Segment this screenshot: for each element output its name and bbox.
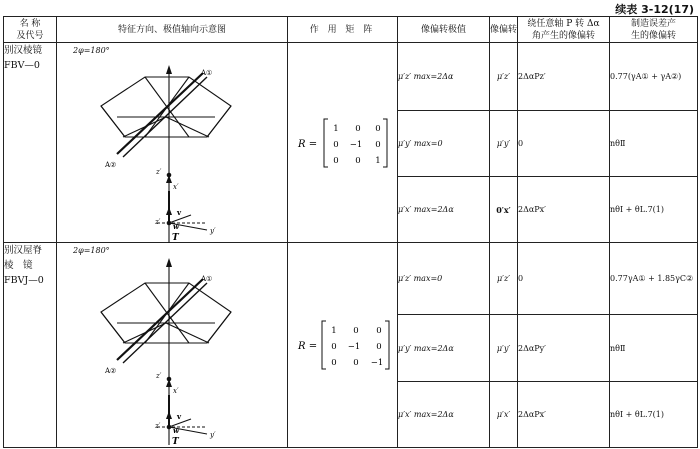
- label-z: z′: [156, 372, 162, 380]
- extreme-cell: μ′x′ max=2Δα: [398, 382, 490, 448]
- arbitrary-cell: 2ΔαPx′: [518, 177, 610, 243]
- action-matrix: [288, 243, 398, 448]
- prism-table: [3, 16, 698, 448]
- svg-text:0: 0: [355, 156, 361, 166]
- error-cell: nθⅠ + θL.7(1): [610, 382, 698, 448]
- svg-text:0: 0: [331, 342, 337, 352]
- error-cell: nθⅡ: [610, 315, 698, 382]
- label-x: x′: [173, 387, 179, 395]
- label-v: v: [177, 412, 182, 421]
- table-row: [4, 243, 698, 315]
- label-a1: A①: [201, 69, 213, 77]
- svg-text:0: 0: [355, 124, 361, 134]
- extreme-cell: μ′y′ max=2Δα: [398, 315, 490, 382]
- angle-label: 2φ=180°: [73, 246, 110, 255]
- extreme-cell: μ′z′ max=2Δα: [398, 43, 490, 111]
- svg-text:0: 0: [376, 342, 382, 352]
- deflection-cell: μ′z′: [490, 243, 518, 315]
- header-row: [4, 17, 698, 43]
- table-row: [4, 43, 698, 111]
- svg-text:0: 0: [333, 140, 339, 150]
- header-extreme: 像偏转极值: [398, 17, 490, 43]
- prism-diagram-drawing: [57, 43, 288, 243]
- arbitrary-cell: 0: [518, 111, 610, 177]
- svg-text:0: 0: [331, 358, 337, 368]
- label-z: z′: [156, 168, 162, 176]
- svg-text:0: 0: [353, 358, 359, 368]
- arbitrary-cell: 0: [518, 243, 610, 315]
- arbitrary-cell: 2ΔαPx′: [518, 382, 610, 448]
- deflection-cell: μ′y′: [490, 315, 518, 382]
- matrix-drawing: [288, 43, 398, 243]
- svg-text:0: 0: [375, 124, 381, 134]
- extreme-cell: μ′x′ max=2Δα: [398, 177, 490, 243]
- prism-diagram: [57, 43, 288, 243]
- label-t: T: [172, 437, 179, 445]
- extreme-cell: μ′y′ max=0: [398, 111, 490, 177]
- header-error: 制造误差产 生的像偏转: [610, 17, 698, 43]
- arbitrary-cell: 2ΔαPz′: [518, 43, 610, 111]
- deflection-cell: 0′x′: [490, 177, 518, 243]
- svg-text:0: 0: [333, 156, 339, 166]
- label-w: w: [173, 222, 180, 231]
- matrix-label: R =: [298, 341, 318, 352]
- label-a2: A②: [105, 367, 117, 375]
- header-deflection: 像偏转: [490, 17, 518, 43]
- deflection-cell: μ′x′: [490, 382, 518, 448]
- label-y: y′: [210, 227, 216, 235]
- extreme-cell: μ′z′ max=0: [398, 243, 490, 315]
- error-cell: nθⅠ + θL.7(1): [610, 177, 698, 243]
- label-a1: A①: [201, 275, 213, 283]
- table-caption: 续表 3-12(17): [615, 3, 694, 16]
- label-x: x′: [173, 183, 179, 191]
- error-cell: 0.77γA① + 1.85γC②: [610, 243, 698, 315]
- header-matrix: 作 用 矩 阵: [288, 17, 398, 43]
- label-z2: z′: [155, 422, 161, 430]
- label-z2: z′: [155, 218, 161, 226]
- svg-text:−1: −1: [347, 342, 361, 352]
- prism-name-cell: 别汉屋脊 棱 镜 FBVJ—0: [4, 243, 57, 448]
- prism-name-cell: 别汉棱镜 FBV—0: [4, 43, 57, 243]
- svg-text:0: 0: [375, 140, 381, 150]
- svg-text:−1: −1: [370, 358, 384, 368]
- svg-text:1: 1: [375, 156, 381, 166]
- svg-text:0: 0: [353, 326, 359, 336]
- label-v: v: [177, 208, 182, 217]
- svg-text:1: 1: [331, 326, 337, 336]
- svg-text:1: 1: [333, 124, 339, 134]
- svg-text:−1: −1: [349, 140, 363, 150]
- error-cell: 0.77(γA① + γA②): [610, 43, 698, 111]
- label-a2: A②: [105, 161, 117, 169]
- label-w: w: [173, 426, 180, 435]
- action-matrix: [288, 43, 398, 243]
- prism-diagram-drawing: [57, 243, 288, 445]
- header-arbitrary: 绕任意轴 P 转 Δα 角产生的像偏转: [518, 17, 610, 43]
- matrix-label: R =: [298, 139, 318, 150]
- matrix-drawing: [288, 243, 398, 448]
- deflection-cell: μ′z′: [490, 43, 518, 111]
- label-y: y′: [210, 431, 216, 439]
- svg-text:0: 0: [376, 326, 382, 336]
- deflection-cell: μ′y′: [490, 111, 518, 177]
- arbitrary-cell: 2ΔαPy′: [518, 315, 610, 382]
- error-cell: nθⅡ: [610, 111, 698, 177]
- header-name: 名 称 及代号: [4, 17, 57, 43]
- header-diagram: 特征方向、极值轴向示意图: [57, 17, 288, 43]
- label-t: T: [172, 233, 179, 243]
- prism-diagram: [57, 243, 288, 448]
- angle-label: 2φ=180°: [73, 46, 110, 55]
